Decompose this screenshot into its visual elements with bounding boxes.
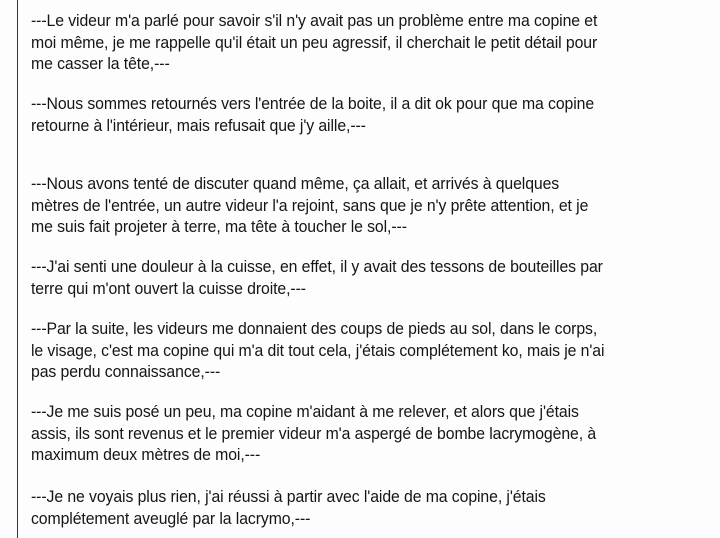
paragraph [31, 173, 588, 238]
text-line: maximum deux mètres de moi,--- [31, 445, 261, 465]
text-line: ---Je me suis posé un peu, ma copine m'aidant à me relever, et alors que j'étais [31, 402, 579, 421]
text-line: me casser la tête,--- [31, 54, 170, 74]
text-line: moi même, je me rappelle qu'il était un peu agressif, il cherchait le petit détail pour [31, 32, 598, 52]
text-line: ---Par la suite, les videurs me donnaient des coups de pieds au sol, dans le corps, [31, 319, 598, 338]
text-line: le visage, c'est ma copine qui m'a dit tout cela, j'étais complétement ko, mais je n'ai [31, 340, 605, 360]
text-line: mètres de l'entrée, un autre videur l'a rejoint, sans que je n'y prête attention, et je [31, 195, 589, 215]
paragraph [31, 10, 597, 75]
paragraph [31, 318, 604, 383]
text-line: ---Nous avons tenté de discuter quand même, ça allait, et arrivés à quelques [31, 174, 560, 193]
text-line: ---Nous sommes retournés vers l'entrée de la boite, il a dit ok pour que ma copine [31, 94, 595, 113]
text-line: me suis fait projeter à terre, ma tête à toucher le sol,--- [31, 217, 407, 237]
paragraph [31, 93, 594, 136]
paragraph [31, 486, 546, 529]
text-line: pas perdu connaissance,--- [31, 362, 221, 382]
text-line: assis, ils sont revenus et le premier videur m'a aspergé de bombe lacrymogène, à [31, 423, 597, 443]
text-line: terre qui m'ont ouvert la cuisse droite,--- [31, 278, 306, 298]
text-line: ---J'ai senti une douleur à la cuisse, en effet, il y avait des tessons de bouteilles par [31, 257, 603, 276]
text-line: ---Je ne voyais plus rien, j'ai réussi à partir avec l'aide de ma copine, j'étais [31, 487, 546, 506]
text-line: complétement aveuglé par la lacrymo,--- [31, 508, 311, 528]
text-line: retourne à l'intérieur, mais refusait que j'y aille,--- [31, 115, 366, 135]
paragraph [31, 256, 603, 299]
paragraph [31, 401, 596, 466]
text-line: ---Le videur m'a parlé pour savoir s'il n'y avait pas un problème entre ma copine et [31, 11, 598, 30]
page-left-border [17, 0, 18, 538]
